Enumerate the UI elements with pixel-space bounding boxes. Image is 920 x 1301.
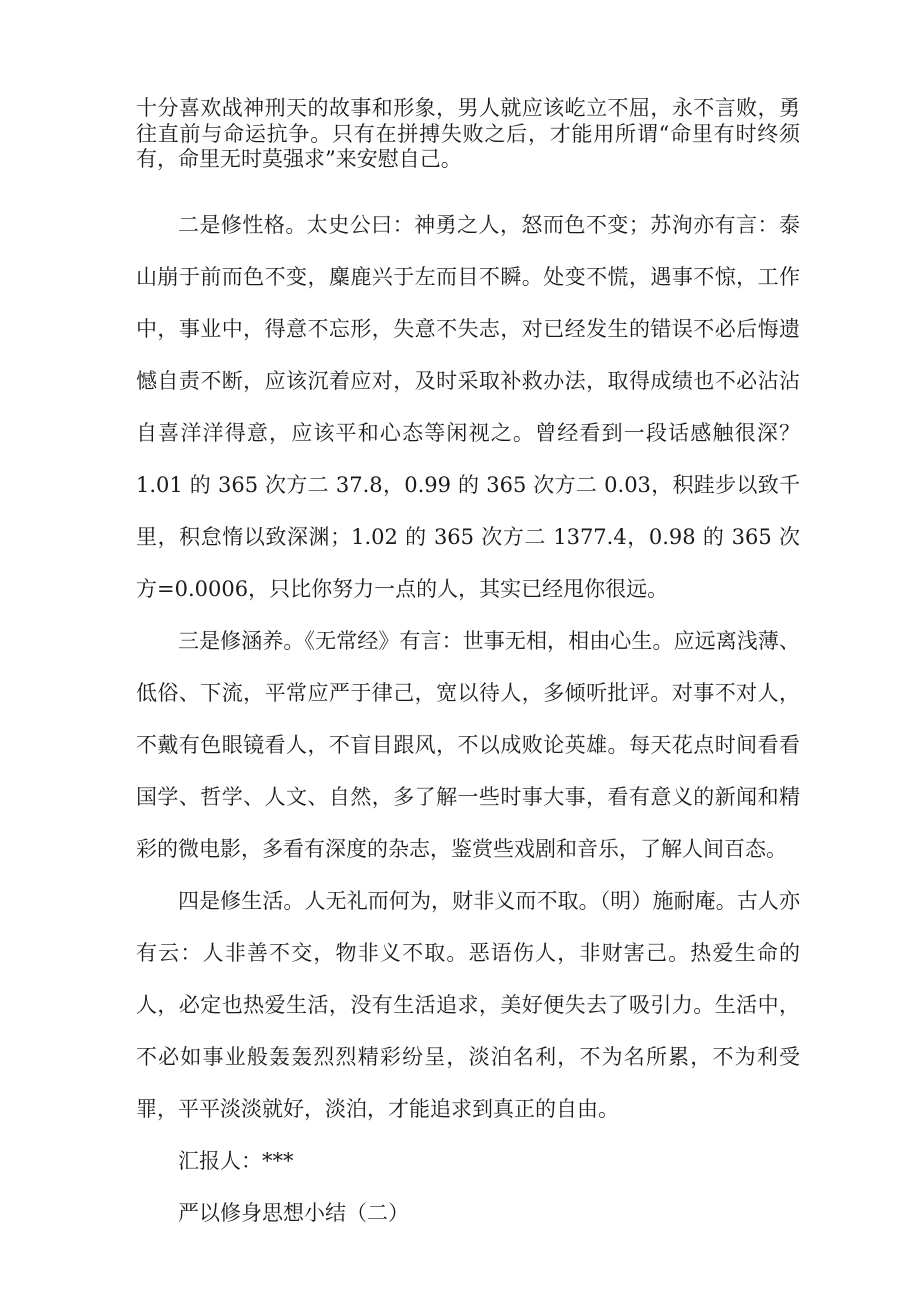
document-body bbox=[136, 96, 800, 1239]
paragraph-cultivation: 三是修涵养。《无常经》有言：世事无相，相由心生。应远离浅薄、低俗、下流，平常应严于律己，宽以待人，多倾听批评。对事不对人，不戴有色眼镜看人，不盲目跟风，不以成败论英雄。每天花点时间看看国学、哲学、人文、自然，多了解一些时事大事，看有意义的新闻和精彩的微电影，多看有深度的杂志，鉴赏些戏剧和音乐，了解人间百态。 bbox=[136, 628, 800, 861]
reporter-line: 汇报人：*** bbox=[178, 1148, 294, 1173]
paragraph-continuation: 十分喜欢战神刑天的故事和形象，男人就应该屹立不屈，永不言败，勇往直前与命运抗争。只有在拼搏失败之后，才能用所谓“命里有时终须有，命里无时莫强求”来安慰自己。 bbox=[136, 96, 800, 171]
next-section-title: 严以修身思想小结（二） bbox=[178, 1200, 409, 1225]
paragraph-life: 四是修生活。人无礼而何为，财非义而不取。（明）施耐庵。古人亦有云：人非善不交，物非义不取。恶语伤人，非财害己。热爱生命的人，必定也热爱生活，没有生活追求，美好便失去了吸引力。生活中，不必如事业般轰轰烈烈精彩纷呈，淡泊名利，不为名所累，不为利受罪，平平淡淡就好，淡泊，才能追求到真正的自由。 bbox=[136, 888, 800, 1121]
paragraph-character: 二是修性格。太史公曰：神勇之人，怒而色不变；苏洵亦有言：泰山崩于前而色不变，麋鹿兴于左而目不瞬。处变不慌，遇事不惊，工作中，事业中，得意不忘形，失意不失志，对已经发生的错误不必后悔遗憾自责不断，应该沉着应对，及时采取补救办法，取得成绩也不必沾沾自喜洋洋得意，应该平和心态等闲视之。曾经看到一段话感触很深？1.01 的 365 次方二 37.8，0.99 的 365 次方二 0.03，积跬步以致千里，积怠惰以致深渊；1.02 的 365 次方二 1377.4，0.98 的 365 次方=0.0006，只比你努力一点的人，其实已经甩你很远。 bbox=[136, 212, 800, 601]
